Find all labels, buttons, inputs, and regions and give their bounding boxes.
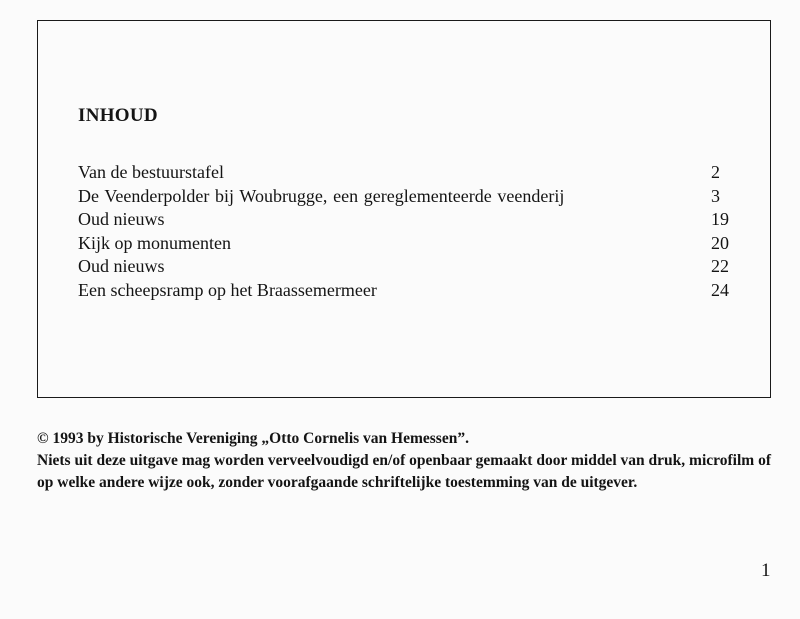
toc-entry-page: 3 xyxy=(711,185,720,206)
toc-entry-page: 20 xyxy=(711,232,729,253)
toc-entry xyxy=(78,185,740,209)
toc-entry-title: Kijk op monumenten xyxy=(78,232,231,253)
copyright-block xyxy=(37,428,771,494)
toc-entry-title: Van de bestuurstafel xyxy=(78,162,224,182)
toc-entry-title: De Veenderpolder bij Woubrugge, een gereglementeerde veenderij xyxy=(78,185,565,206)
toc-entry-page: 22 xyxy=(711,256,729,277)
toc-entry-page: 24 xyxy=(711,279,729,300)
toc-entry xyxy=(78,232,740,256)
toc-entry xyxy=(78,208,740,232)
toc-heading: INHOUD xyxy=(78,105,158,126)
toc-entry xyxy=(78,161,740,185)
copyright-line: © 1993 by Historische Vereniging „Otto Cornelis van Hemessen”. xyxy=(37,430,469,447)
toc-entry-page: 19 xyxy=(711,209,729,230)
rights-notice: Niets uit deze uitgave mag worden verveelvoudigd en/of openbaar gemaakt door middel van druk, microfilm of op welke andere wijze ook, zonder voorafgaande schriftelijke toestemming van de uitgever. xyxy=(37,452,771,491)
toc-entry-title: Oud nieuws xyxy=(78,209,165,230)
toc-entry-title: Oud nieuws xyxy=(78,256,165,277)
toc-entry-title: Een scheepsramp op het Braassemermeer xyxy=(78,279,377,300)
toc-entry xyxy=(78,279,740,303)
table-of-contents-box xyxy=(37,20,771,398)
toc-entry xyxy=(78,255,740,279)
toc-list xyxy=(78,161,740,303)
toc-entry-page: 2 xyxy=(711,162,720,182)
page-number: 1 xyxy=(761,560,771,581)
